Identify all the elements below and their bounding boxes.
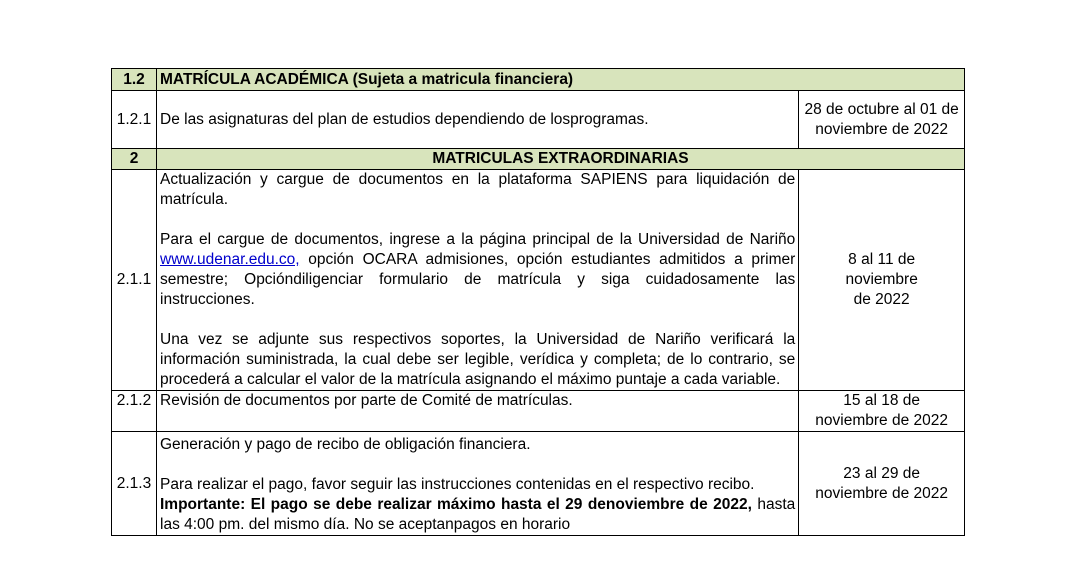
row-number: 2.1.1 <box>112 170 157 391</box>
row-date <box>799 391 965 432</box>
date-line: noviembre de 2022 <box>815 484 948 502</box>
row-date <box>799 432 965 536</box>
row-number: 2.1.2 <box>112 391 157 432</box>
important-paragraph <box>160 495 795 535</box>
paragraph-text: hasta las 4:00 pm. del mismo día. No se aceptanpagos en horario <box>160 496 796 533</box>
section-title: MATRÍCULA ACADÉMICA (Sujeta a matricula financiera) <box>157 69 965 91</box>
university-link[interactable]: www.udenar.edu.co, <box>160 251 300 268</box>
description-paragraph: Para realizar el pago, favor seguir las instrucciones contenidas en el respectivo recibo. <box>160 476 755 493</box>
important-text: Importante: El pago se debe realizar máximo hasta el 29 denoviembre de 2022, <box>160 496 752 513</box>
row-number: 1.2.1 <box>112 91 157 149</box>
description-paragraph: Una vez se adjunte sus respectivos soportes, la Universidad de Nariño verificará la información suministrada, la cual debe ser legible, verídica y completa; de lo contrario, se procederá a calcular el valor de la matrícula asignando el máximo puntaje a cada variable. <box>160 331 796 388</box>
table-row-2-1-3 <box>112 432 965 536</box>
date-line: 8 al 11 de <box>848 251 916 268</box>
description-paragraph: Generación y pago de recibo de obligación financiera. <box>160 436 531 453</box>
section-number: 1.2 <box>112 69 157 91</box>
description-paragraph: Actualización y cargue de documentos en la plataforma SAPIENS para liquidación de matrícula. <box>160 171 796 208</box>
row-description: Revisión de documentos por parte de Comité de matrículas. <box>157 391 799 432</box>
description-paragraph <box>160 230 795 310</box>
row-date <box>799 170 965 391</box>
table-row-1-2-1 <box>112 91 965 149</box>
date-line: noviembre <box>845 271 918 288</box>
section-header-1-2 <box>112 69 965 91</box>
date-line: 23 al 29 de <box>843 464 920 482</box>
paragraph-text: opción OCARA admisiones, opción estudiantes admitidos a primer semestre; Opcióndiligenciar formulario de matrícula y siga cuidadosamente las instrucciones. <box>160 251 796 308</box>
row-description: De las asignaturas del plan de estudios dependiendo de losprogramas. <box>157 91 799 149</box>
section-header-2 <box>112 149 965 170</box>
paragraph-text: Para el cargue de documentos, ingrese a la página principal de la Universidad de Nariño <box>160 231 796 248</box>
row-description <box>157 432 799 536</box>
date-line: 15 al 18 de <box>843 392 920 409</box>
section-number: 2 <box>112 149 157 170</box>
date-line: noviembre de 2022 <box>815 412 948 429</box>
schedule-table <box>111 68 965 536</box>
section-title: MATRICULAS EXTRAORDINARIAS <box>157 149 965 170</box>
row-number: 2.1.3 <box>112 432 157 536</box>
row-description <box>157 170 799 391</box>
date-line: de 2022 <box>853 291 910 308</box>
row-date: 28 de octubre al 01 de noviembre de 2022 <box>799 91 965 149</box>
table-row-2-1-1 <box>112 170 965 391</box>
table-row-2-1-2 <box>112 391 965 432</box>
